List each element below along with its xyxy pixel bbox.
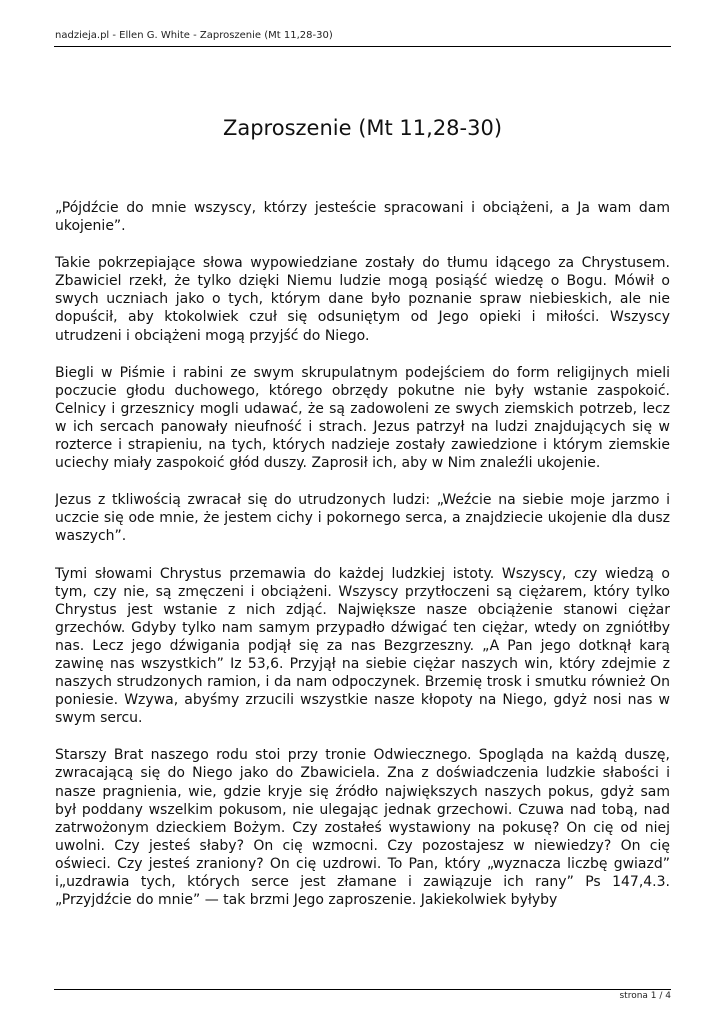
paragraph: „Pójdźcie do mnie wszyscy, którzy jesteście spracowani i obciążeni, a Ja wam dam ukojenie”. (55, 200, 670, 235)
paragraph: Biegli w Piśmie i rabini ze swym skrupulatnym podejściem do form religijnych mieli poczucie głodu duchowego, którego obrzędy pokutne nie były wstanie zaspokoić. Celnicy i grzesznicy mogli udawać, że są zadowoleni ze swych ziemskich potrzeb, lecz w ich sercach panowały nieufność i strach. Jezus patrzył na ludzi znajdujących się w rozterce i strapieniu, na tych, których nadzieje zostały zawiedzione i którym ziemskie uciechy miały zaspokoić głód duszy. Zaprosił ich, aby w Nim znaleźli ukojenie. (55, 364, 670, 472)
page-number: strona 1 / 4 (619, 991, 671, 1001)
footer-divider (54, 989, 671, 990)
paragraph: Starszy Brat naszego rodu stoi przy tronie Odwiecznego. Spogląda na każdą duszę, zwracającą się do Niego jako do Zbawiciela. Zna z doświadczenia ludzkie słabości i nasze pragnienia, wie, gdzie kryje się źródło największych naszych pokus, gdyż sam był poddany wszelkim pokusom, nie ulegając jednak grzechowi. Czuwa nad tobą, nad zatrwożonym dzieckiem Bożym. Czy zostałeś wystawiony na pokusę? On cię od niej uwolni. Czy jesteś słaby? On cię wzmocni. Czy pozostajesz w niewiedzy? On cię oświeci. Czy jesteś zraniony? On cię uzdrowi. To Pan, który „wyznacza liczbę gwiazd” i„uzdrawia tych, których serce jest złamane i zawiązuje ich rany” Ps 147,4.3. „Przyjdźcie do mnie” — tak brzmi Jego zaproszenie. Jakiekolwiek byłyby (55, 747, 670, 909)
header-divider (54, 46, 671, 47)
paragraph: Jezus z tkliwością zwracał się do utrudzonych ludzi: „Weźcie na siebie moje jarzmo i uczcie się ode mnie, że jestem cichy i pokornego serca, a znajdziecie ukojenie dla dusz waszych”. (55, 492, 670, 545)
paragraph: Tymi słowami Chrystus przemawia do każdej ludzkiej istoty. Wszyscy, czy wiedzą o tym, czy nie, są zmęczeni i obciążeni. Wszyscy przytłoczeni są ciężarem, który tylko Chrystus jest wstanie z nich zdjąć. Największe nasze obciążenie stanowi ciężar grzechów. Gdyby tylko nam samym przypadło dźwigać ten ciężar, wtedy on zgniótłby nas. Lecz jego dźwigania podjął się za nas Bezgrzeszny. „A Pan jego dotknął karą zawinę nas wszystkich” Iz 53,6. Przyjął na siebie ciężar naszych win, który zdejmie z naszych strudzonych ramion, i da nam odpoczynek. Brzemię trosk i smutku również On poniesie. Wzywa, abyśmy zrzucili wszystkie nasze kłopoty na Niego, gdyż nosi nas w swym sercu. (55, 565, 670, 727)
page-header: nadzieja.pl - Ellen G. White - Zaproszenie (Mt 11,28-30) (55, 30, 333, 41)
paragraph: Takie pokrzepiające słowa wypowiedziane zostały do tłumu idącego za Chrystusem. Zbawiciel rzekł, że tylko dzięki Niemu ludzie mogą posiąść wiedzę o Bogu. Mówił o swych uczniach jako o tych, którym dane było poznanie spraw niebieskich, ale nie dopuścił, aby ktokolwiek czuł się odsuniętym od Jego opieki i miłości. Wszyscy utrudzeni i obciążeni mogą przyjść do Niego. (55, 255, 670, 344)
document-body (55, 199, 670, 961)
document-title: Zaproszenie (Mt 11,28-30) (222, 116, 503, 140)
